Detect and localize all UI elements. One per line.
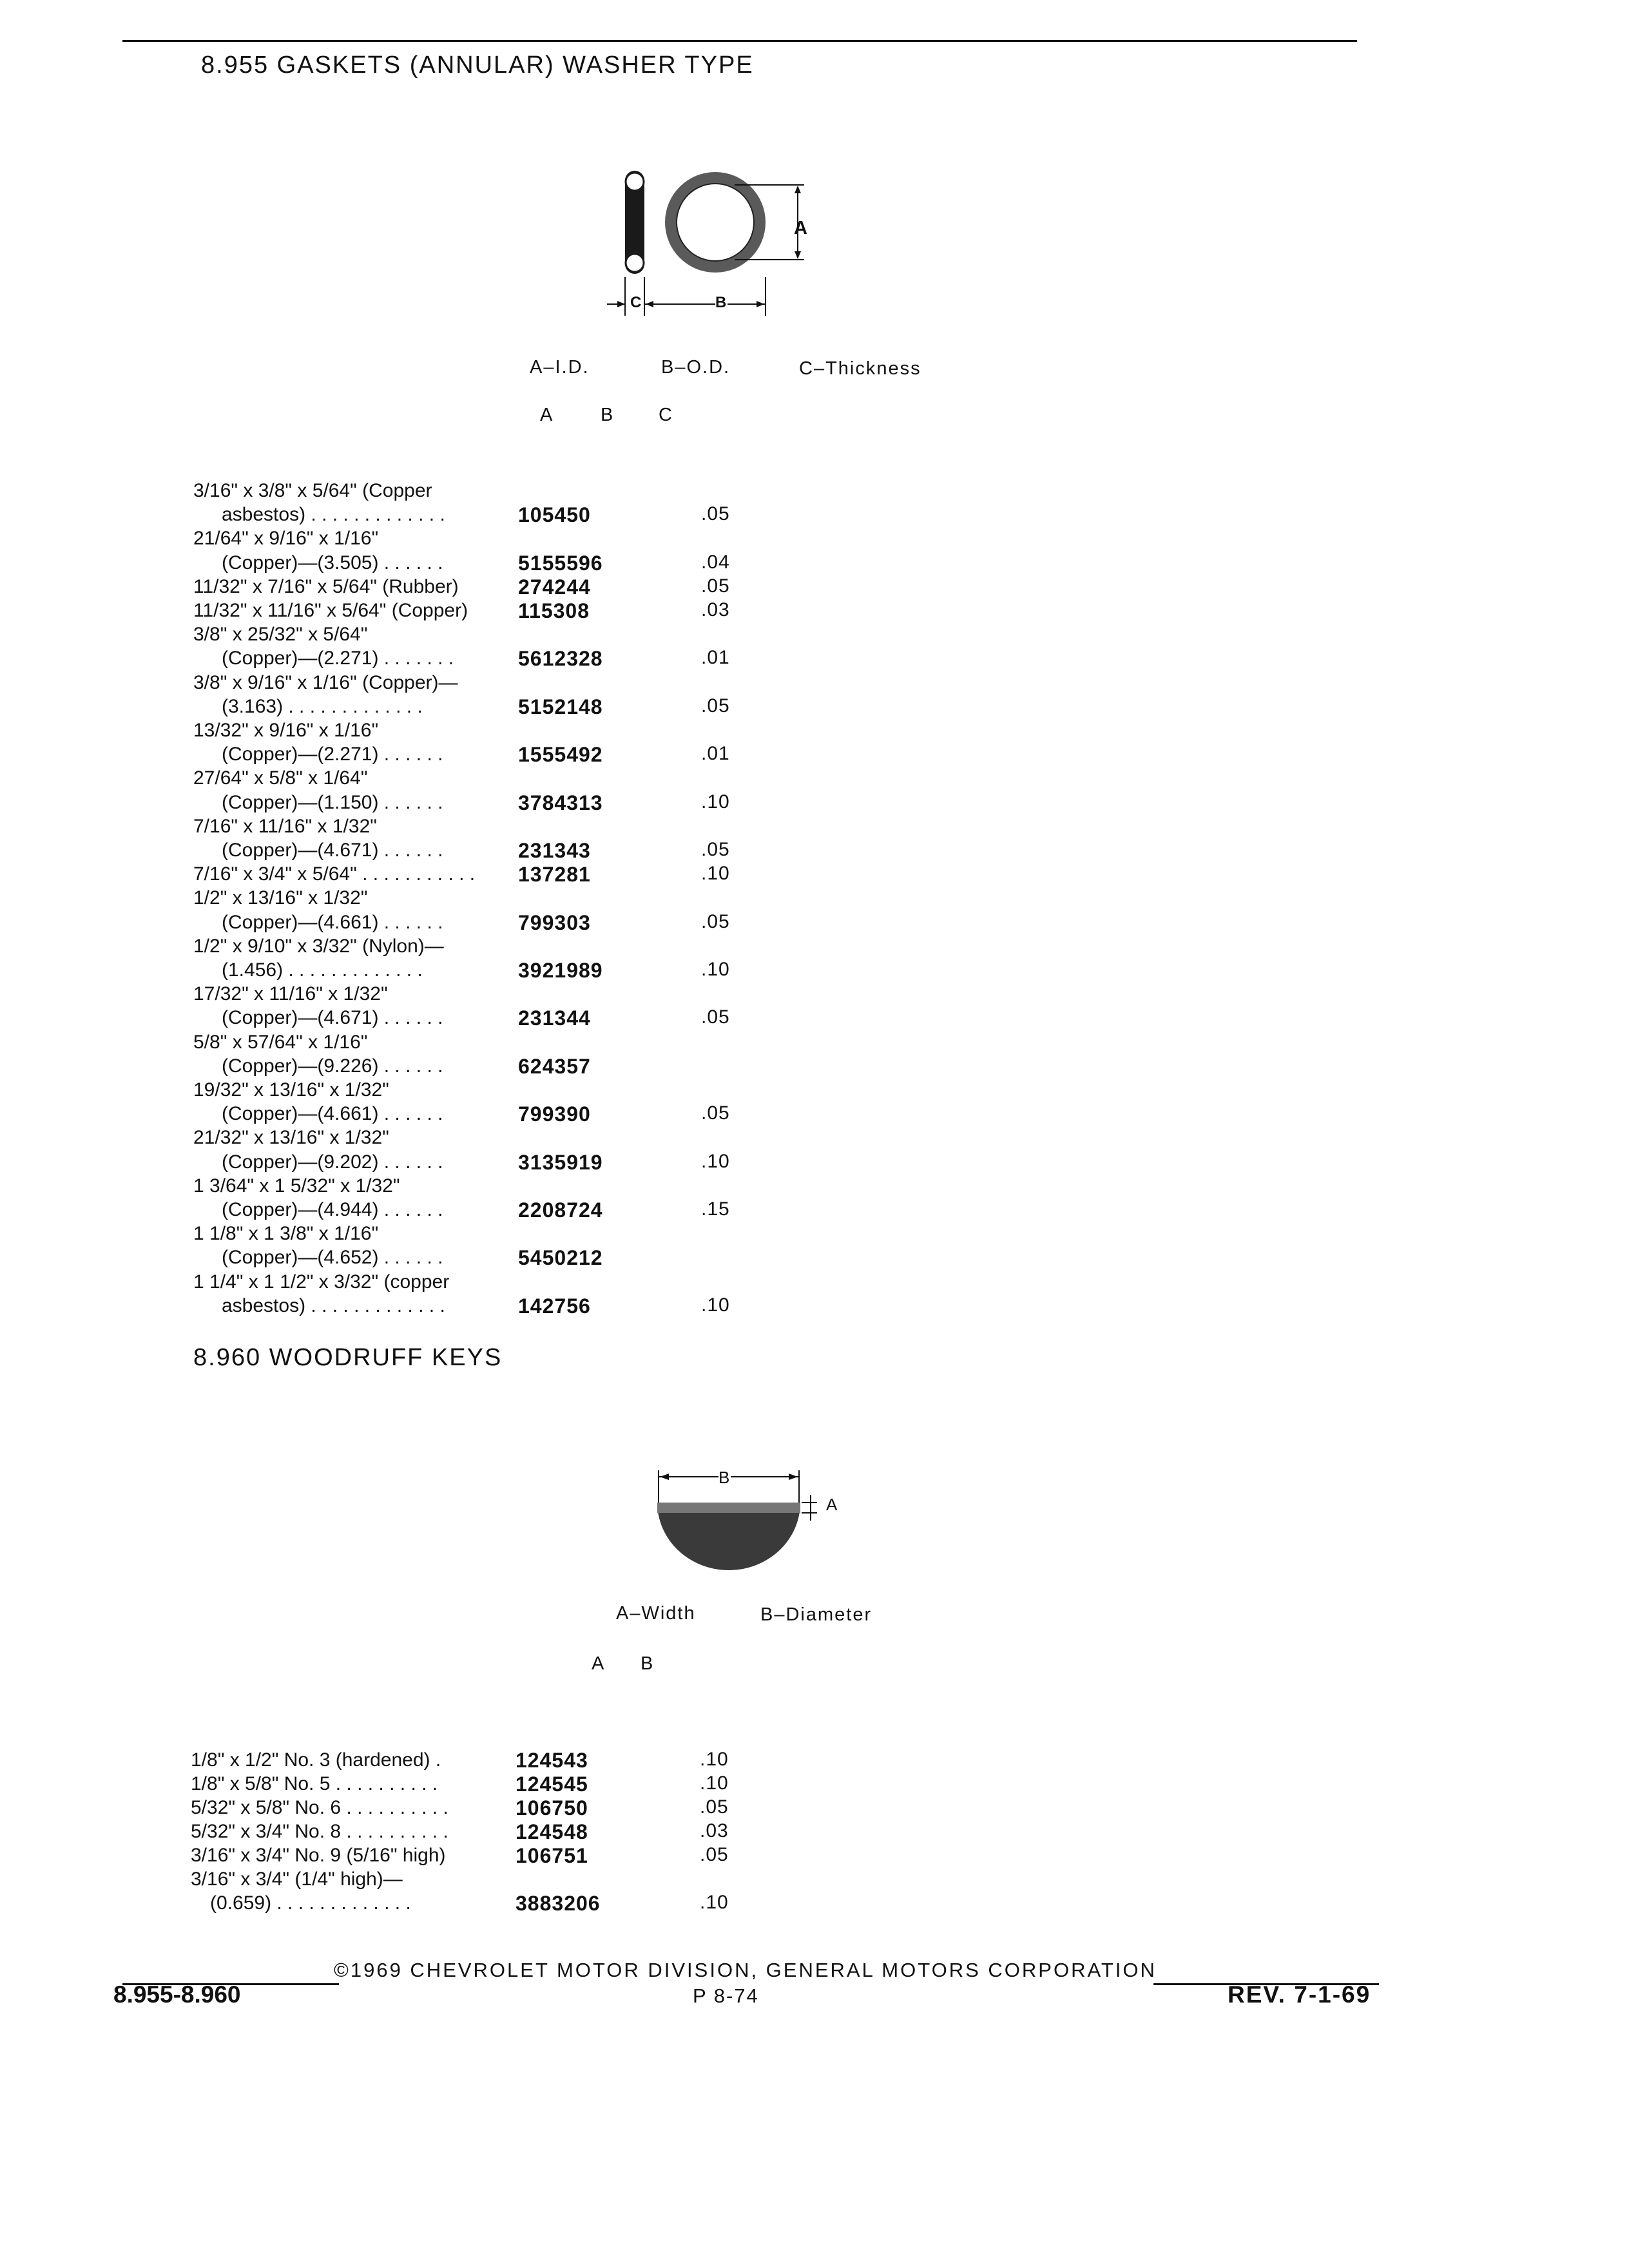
part-quantity: .03 xyxy=(700,1820,729,1841)
part-number: 799390 xyxy=(518,1102,591,1126)
part-description-line: 3/8" x 25/32" x 5/64" xyxy=(193,624,368,646)
part-number: 1555492 xyxy=(518,743,603,767)
part-number: 231344 xyxy=(518,1006,591,1030)
part-description-line: (Copper)—(3.505) . . . . . . xyxy=(222,552,443,573)
part-description-line: asbestos) . . . . . . . . . . . . . xyxy=(222,504,445,526)
key-figure-label-b: B xyxy=(718,1468,731,1487)
copyright-notice: ©1969 CHEVROLET MOTOR DIVISION, GENERAL MOTORS CORPORATION xyxy=(334,1959,1157,1981)
part-number: 124548 xyxy=(516,1820,588,1843)
legend-width: A–Width xyxy=(616,1603,696,1624)
part-number: 231343 xyxy=(518,839,591,862)
part-quantity: .05 xyxy=(701,1006,730,1028)
figure-label-c: C xyxy=(630,294,643,311)
part-quantity: .10 xyxy=(701,863,730,885)
part-description-line: (Copper)—(4.944) . . . . . . xyxy=(222,1199,443,1220)
part-number: 3135919 xyxy=(518,1150,603,1174)
part-quantity: .10 xyxy=(701,791,730,812)
part-number: 137281 xyxy=(518,863,591,887)
part-quantity: .10 xyxy=(701,1150,730,1172)
part-description-line: 21/32" x 13/16" x 1/32" xyxy=(193,1127,389,1149)
part-description-line: asbestos) . . . . . . . . . . . . . xyxy=(222,1294,445,1316)
part-description-line: (Copper)—(2.271) . . . . . . xyxy=(222,744,443,765)
part-quantity: .05 xyxy=(700,1844,729,1865)
column-header-b: B xyxy=(601,405,615,425)
part-number: 274244 xyxy=(518,575,591,599)
revision-date: REV. 7-1-69 xyxy=(1228,1981,1371,2008)
part-quantity: .10 xyxy=(700,1749,729,1770)
part-number: 106750 xyxy=(516,1796,588,1820)
part-number: 3784313 xyxy=(518,791,603,814)
legend-id: A–I.D. xyxy=(530,357,590,378)
legend-thickness: C–Thickness xyxy=(799,358,921,379)
part-number: 2208724 xyxy=(518,1198,603,1222)
part-description-line: 3/8" x 9/16" x 1/16" (Copper)— xyxy=(193,671,458,693)
part-description-line: 17/32" x 11/16" x 1/32" xyxy=(193,983,388,1005)
top-rule xyxy=(122,40,1357,42)
part-description-line: 3/16" x 3/8" x 5/64" (Copper xyxy=(193,480,432,501)
part-number: 124543 xyxy=(516,1749,588,1772)
part-description-line: 7/16" x 3/4" x 5/64" . . . . . . . . . . . xyxy=(193,863,476,885)
page-number: P 8-74 xyxy=(693,1984,759,2007)
part-description-line: (Copper)—(2.271) . . . . . . . xyxy=(222,648,454,669)
legend-diameter: B–Diameter xyxy=(760,1604,872,1625)
part-quantity: .10 xyxy=(701,1294,730,1316)
part-number: 115308 xyxy=(518,599,590,622)
part-description-line: 5/32" x 3/4" No. 8 . . . . . . . . . . xyxy=(191,1821,448,1842)
part-description-line: 5/32" x 5/8" No. 6 . . . . . . . . . . xyxy=(191,1797,448,1818)
figure-label-a: A xyxy=(794,218,809,238)
part-number: 5450212 xyxy=(518,1246,603,1270)
part-quantity: .01 xyxy=(701,647,730,669)
section-range: 8.955-8.960 xyxy=(113,1981,241,2008)
part-description-line: (Copper)—(4.661) . . . . . . xyxy=(222,911,443,933)
part-quantity: .10 xyxy=(700,1773,729,1794)
part-description-line: 1/8" x 1/2" No. 3 (hardened) . xyxy=(191,1749,441,1771)
part-description-line: 7/16" x 11/16" x 1/32" xyxy=(193,815,377,837)
part-description-line: (1.456) . . . . . . . . . . . . . xyxy=(222,959,423,981)
part-quantity: .03 xyxy=(701,599,730,620)
part-description-line: (Copper)—(1.150) . . . . . . xyxy=(222,791,443,813)
column-header-key-a: A xyxy=(592,1653,606,1674)
part-number: 106751 xyxy=(516,1844,588,1867)
section-title-woodruff: 8.960 WOODRUFF KEYS xyxy=(193,1344,503,1371)
part-description-line: (3.163) . . . . . . . . . . . . . xyxy=(222,695,423,717)
part-description-line: 1/2" x 13/16" x 1/32" xyxy=(193,887,368,909)
part-description-line: 1 1/4" x 1 1/2" x 3/32" (copper xyxy=(193,1271,450,1293)
part-quantity: .01 xyxy=(701,743,730,765)
part-number: 3921989 xyxy=(518,959,603,982)
part-number: 3883206 xyxy=(516,1892,601,1915)
column-header-c: C xyxy=(659,405,673,425)
part-description-line: (Copper)—(4.671) . . . . . . xyxy=(222,1007,443,1029)
part-description-line: 1 1/8" x 1 3/8" x 1/16" xyxy=(193,1223,379,1245)
part-description-line: (0.659) . . . . . . . . . . . . . xyxy=(210,1892,411,1914)
part-description-line: (Copper)—(4.661) . . . . . . xyxy=(222,1103,443,1125)
part-number: 105450 xyxy=(518,503,591,527)
part-quantity: .05 xyxy=(701,1102,730,1124)
part-quantity: .05 xyxy=(701,575,730,597)
part-description-line: 5/8" x 57/64" x 1/16" xyxy=(193,1031,368,1053)
part-number: 799303 xyxy=(518,910,591,934)
legend-od: B–O.D. xyxy=(661,357,731,378)
section-title-gaskets: 8.955 GASKETS (ANNULAR) WASHER TYPE xyxy=(201,52,754,79)
part-number: 5612328 xyxy=(518,647,603,671)
part-description-line: (Copper)—(9.226) . . . . . . xyxy=(222,1055,443,1077)
column-header-a: A xyxy=(540,405,554,425)
figure-label-b: B xyxy=(715,294,728,311)
column-header-key-b: B xyxy=(641,1653,655,1674)
part-description-line: 3/16" x 3/4" No. 9 (5/16" high) xyxy=(191,1845,446,1866)
part-description-line: 1/2" x 9/10" x 3/32" (Nylon)— xyxy=(193,935,444,957)
part-number: 5155596 xyxy=(518,551,603,575)
part-quantity: .10 xyxy=(701,959,730,980)
part-description-line: (Copper)—(9.202) . . . . . . xyxy=(222,1151,443,1173)
woodruff-key-diagram xyxy=(651,1463,857,1579)
part-description-line: 11/32" x 7/16" x 5/64" (Rubber) xyxy=(193,575,459,597)
part-description-line: 19/32" x 13/16" x 1/32" xyxy=(193,1079,389,1100)
part-description-line: 11/32" x 11/16" x 5/64" (Copper) xyxy=(193,600,468,621)
part-description-line: 21/64" x 9/16" x 1/16" xyxy=(193,528,379,550)
part-number: 142756 xyxy=(518,1294,591,1318)
part-description-line: 3/16" x 3/4" (1/4" high)— xyxy=(191,1869,403,1890)
part-description-line: 1 3/64" x 1 5/32" x 1/32" xyxy=(193,1175,400,1196)
part-number: 5152148 xyxy=(518,695,603,718)
part-quantity: .05 xyxy=(701,503,730,525)
key-figure-label-a: A xyxy=(826,1495,839,1514)
part-quantity: .05 xyxy=(701,695,730,716)
part-quantity: .04 xyxy=(701,551,730,573)
part-quantity: .10 xyxy=(700,1892,729,1913)
part-quantity: .05 xyxy=(701,839,730,860)
part-quantity: .15 xyxy=(701,1198,730,1220)
part-description-line: (Copper)—(4.652) . . . . . . xyxy=(222,1247,443,1269)
part-description-line: 1/8" x 5/8" No. 5 . . . . . . . . . . xyxy=(191,1773,438,1794)
part-description-line: (Copper)—(4.671) . . . . . . xyxy=(222,840,443,861)
part-quantity: .05 xyxy=(700,1796,729,1818)
part-description-line: 13/32" x 9/16" x 1/16" xyxy=(193,720,379,741)
part-number: 624357 xyxy=(518,1054,591,1078)
part-number: 124545 xyxy=(516,1773,588,1796)
part-description-line: 27/64" x 5/8" x 1/64" xyxy=(193,767,368,789)
part-quantity: .05 xyxy=(701,910,730,932)
